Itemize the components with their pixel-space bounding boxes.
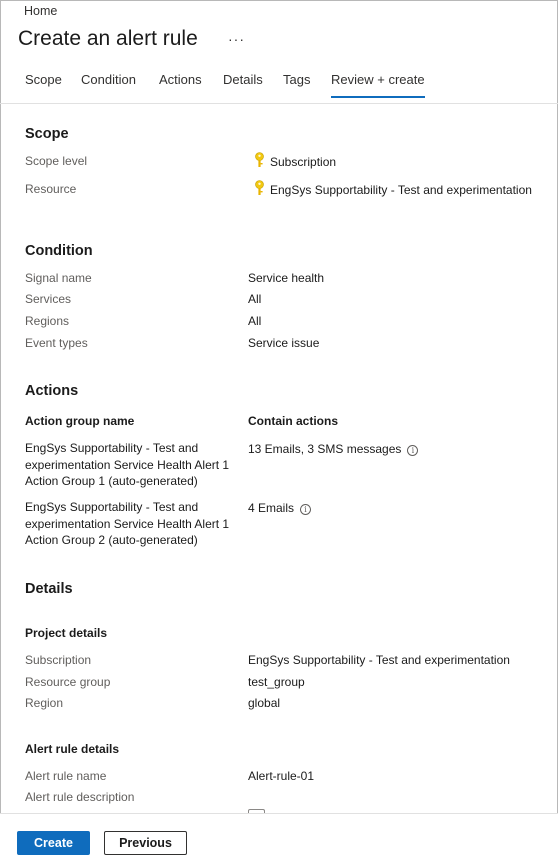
alert-rule-name-value: Alert-rule-01 (248, 769, 315, 783)
actions-heading: Actions (25, 383, 79, 399)
tab-condition[interactable]: Condition (81, 72, 136, 87)
create-button[interactable]: Create (17, 831, 90, 855)
action-group-1-actions-text: 13 Emails, 3 SMS messages (248, 442, 402, 456)
alert-rule-description-label: Alert rule description (25, 790, 135, 804)
resource-group-value: test_group (248, 675, 305, 689)
scope-level-label: Scope level (25, 154, 88, 168)
key-icon (254, 180, 265, 199)
tab-scope[interactable]: Scope (25, 72, 62, 87)
signal-name-label: Signal name (25, 271, 92, 285)
tab-actions[interactable]: Actions (159, 72, 202, 87)
tab-review-create[interactable]: Review + create (331, 72, 425, 98)
tab-bar (0, 72, 558, 98)
action-group-2-actions-text: 4 Emails (248, 501, 295, 515)
regions-value: All (248, 314, 262, 328)
info-icon[interactable]: i (300, 504, 311, 515)
condition-heading: Condition (25, 243, 93, 259)
key-icon (254, 152, 265, 171)
tab-details[interactable]: Details (223, 72, 263, 87)
scope-level-value (248, 152, 336, 171)
contain-actions-header: Contain actions (248, 414, 339, 428)
action-group-name-header: Action group name (25, 414, 135, 428)
event-types-value: Service issue (248, 336, 320, 350)
project-details-heading: Project details (25, 626, 108, 640)
signal-name-value: Service health (248, 271, 325, 285)
info-icon[interactable]: i (407, 445, 418, 456)
alert-rule-name-label: Alert rule name (25, 769, 107, 783)
scope-level-text: Subscription (270, 155, 337, 169)
alert-rule-details-heading: Alert rule details (25, 742, 120, 756)
action-group-2-actions (248, 501, 311, 515)
resource-label: Resource (25, 182, 77, 196)
event-types-label: Event types (25, 336, 88, 350)
scope-heading: Scope (25, 126, 69, 142)
breadcrumb-home[interactable]: Home (24, 4, 58, 18)
resource-value (248, 180, 532, 199)
action-group-1-actions (248, 442, 418, 456)
review-content[interactable] (0, 104, 558, 813)
previous-button[interactable]: Previous (104, 831, 187, 855)
resource-group-label: Resource group (25, 675, 111, 689)
footer-bar (0, 813, 558, 868)
tab-tags[interactable]: Tags (283, 72, 311, 87)
subscription-label: Subscription (25, 653, 92, 667)
page-title: Create an alert rule (18, 27, 198, 50)
action-group-2-name: EngSys Supportability - Test and experimentation Service Health Alert 1 Action Group 2 (auto-generated) (25, 500, 230, 547)
regions-label: Regions (25, 314, 70, 328)
subscription-value: EngSys Supportability - Test and experimentation (248, 653, 510, 667)
more-options-button[interactable]: ··· (228, 31, 245, 47)
action-group-1-name: EngSys Supportability - Test and experimentation Service Health Alert 1 Action Group 1 (auto-generated) (25, 441, 230, 488)
services-value: All (248, 292, 262, 306)
region-label: Region (25, 696, 64, 710)
details-heading: Details (25, 581, 73, 597)
region-value: global (248, 696, 281, 710)
resource-text: EngSys Supportability - Test and experimentation (270, 183, 532, 197)
services-label: Services (25, 292, 72, 306)
